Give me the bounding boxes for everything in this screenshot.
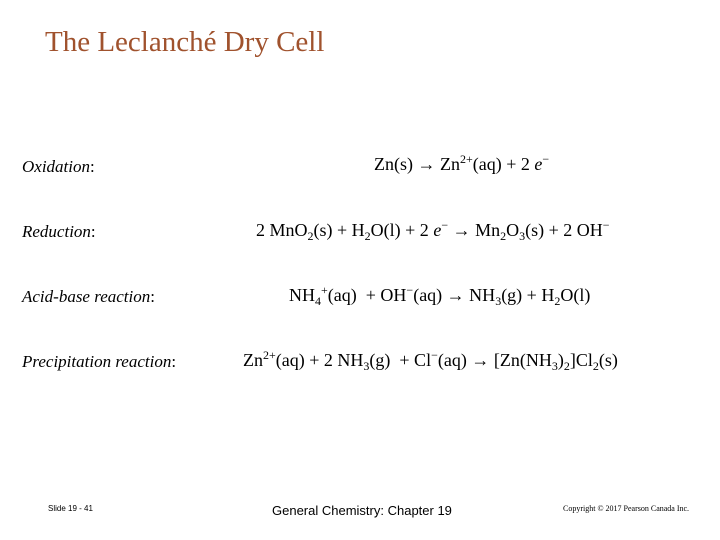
reduction-equation: 2 $MnO_2(s) + H_2O(l) + 2$ $e^- \to Mn_2O_3(s) + 2$ OH−: [256, 218, 610, 243]
copyright-footer: Copyright © 2017 Pearson Canada Inc.: [563, 504, 690, 513]
acid-base-equation: $NH_4^+(aq) + OH^-(aq) \to NH_3(g) + H_2O(l)$: [289, 283, 591, 308]
precipitation-label: [22, 352, 176, 372]
precipitation-label-text: Precipitation reaction: [22, 352, 172, 371]
oxidation-label-colon: :: [90, 157, 95, 176]
oxidation-label: [22, 157, 95, 177]
precipitation-label-colon: :: [171, 352, 177, 371]
slide-title: The Leclanché Dry Cell: [45, 26, 325, 58]
reduction-label-text: Reduction: [22, 222, 91, 241]
precipitation-equation: $Zn^{2+}(aq) + 2$ $NH_3(g) + Cl^-(aq) \to [Zn(NH_3)_2]Cl_2(s)$: [243, 348, 618, 373]
reduction-label-colon: :: [90, 222, 96, 241]
acid-base-label-text: Acid-base reaction: [22, 287, 151, 306]
oxidation-label-text: Oxidation: [22, 157, 90, 176]
acid-base-label: [22, 287, 155, 307]
acid-base-label-colon: :: [150, 287, 155, 306]
reduction-label: [22, 222, 96, 242]
chapter-footer: General Chemistry: Chapter 19: [272, 503, 452, 518]
slide-number: Slide 19 - 41: [48, 504, 93, 513]
oxidation-equation: $Zn(s) \to Zn^{2+}(aq) + 2$ e−: [374, 152, 550, 174]
